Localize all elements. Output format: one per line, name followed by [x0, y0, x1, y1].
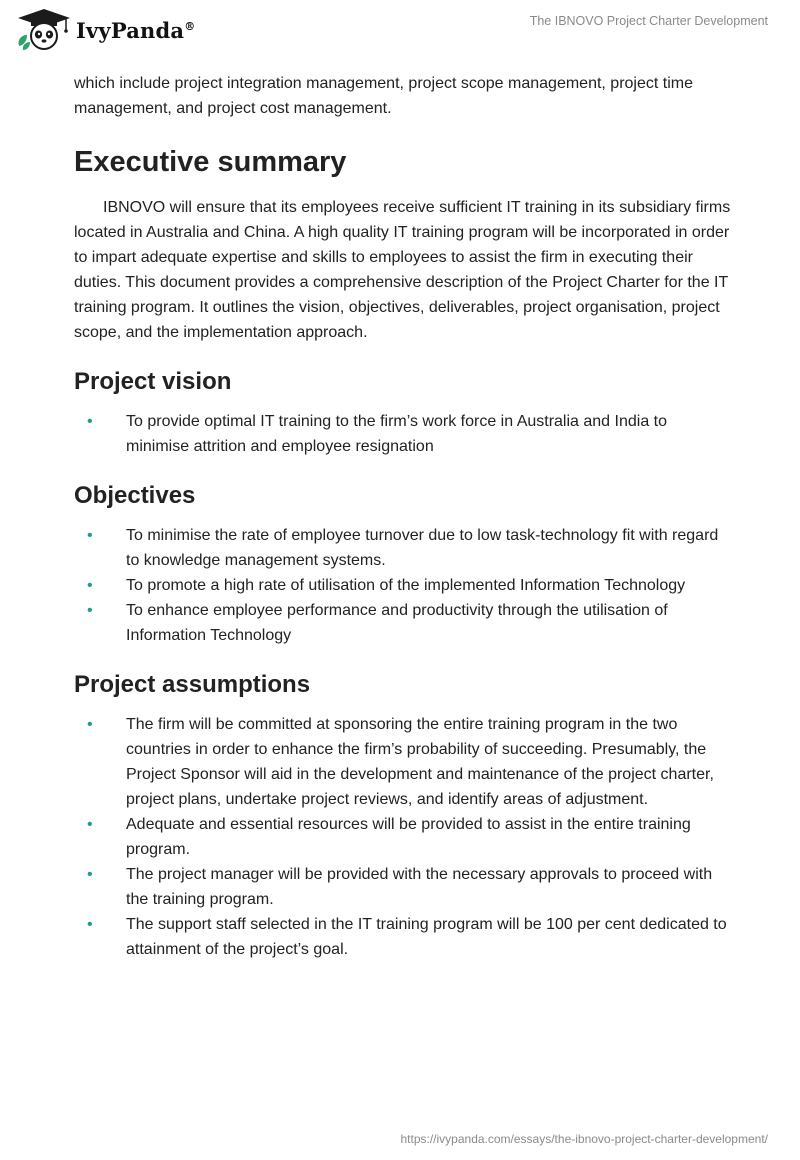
- page-header: [0, 0, 800, 70]
- document-title: The IBNOVO Project Charter Development: [529, 14, 768, 28]
- list-item: • The support staff selected in the IT training program will be 100 per cent dedicated to attainment of the project’s goal.: [74, 912, 734, 962]
- source-url-link[interactable]: https://ivypanda.com/essays/the-ibnovo-project-charter-development/: [400, 1132, 768, 1146]
- project-vision-list: [74, 409, 734, 459]
- bullet-icon: •: [87, 816, 93, 833]
- bullet-icon: •: [87, 716, 93, 733]
- bullet-icon: •: [87, 866, 93, 883]
- ivypanda-logo[interactable]: [14, 8, 195, 52]
- project-assumptions-heading: Project assumptions: [74, 671, 311, 698]
- list-item: • Adequate and essential resources will be provided to assist in the entire training program.: [74, 812, 734, 862]
- objectives-heading: Objectives: [74, 482, 196, 509]
- executive-summary-heading: Executive summary: [74, 146, 347, 178]
- list-item: • To minimise the rate of employee turnover due to low task-technology fit with regard to knowledge management systems.: [74, 523, 734, 573]
- panda-graduate-icon: [14, 8, 72, 52]
- list-item: • To provide optimal IT training to the firm’s work force in Australia and India to minimise attrition and employee resignation: [74, 409, 734, 459]
- list-item: • To enhance employee performance and productivity through the utilisation of Information Technology: [74, 598, 734, 648]
- intro-paragraph: which include project integration management, project scope management, project time management, and project cost management.: [74, 75, 693, 117]
- bullet-icon: •: [87, 916, 93, 933]
- executive-summary-paragraph: IBNOVO will ensure that its employees receive sufficient IT training in its subsidiary firms located in Australia and China. A high quality IT training program will be incorporated in order to impart adequate expertise and skills to employees to assist the firm in executing their duties. This document provides a comprehensive description of the Project Charter for the IT training program. It outlines the vision, objectives, deliverables, project organisation, project scope, and the implementation approach.: [74, 199, 731, 341]
- bullet-icon: •: [87, 413, 93, 430]
- document-body: [74, 71, 734, 962]
- bullet-icon: •: [87, 577, 93, 594]
- list-item: • The project manager will be provided with the necessary approvals to proceed with the training program.: [74, 862, 734, 912]
- project-assumptions-list: [74, 712, 734, 962]
- bullet-icon: •: [87, 602, 93, 619]
- list-item: • The firm will be committed at sponsoring the entire training program in the two countries in order to enhance the firm’s probability of succeeding. Presumably, the Project Sponsor will aid in the development and maintenance of the project charter, project plans, undertake project reviews, and identify areas of adjustment.: [74, 712, 734, 812]
- brand-name: IvyPanda®: [76, 17, 196, 43]
- project-vision-heading: Project vision: [74, 368, 232, 395]
- bullet-icon: •: [87, 527, 93, 544]
- list-item: • To promote a high rate of utilisation of the implemented Information Technology: [74, 573, 734, 598]
- objectives-list: [74, 523, 734, 648]
